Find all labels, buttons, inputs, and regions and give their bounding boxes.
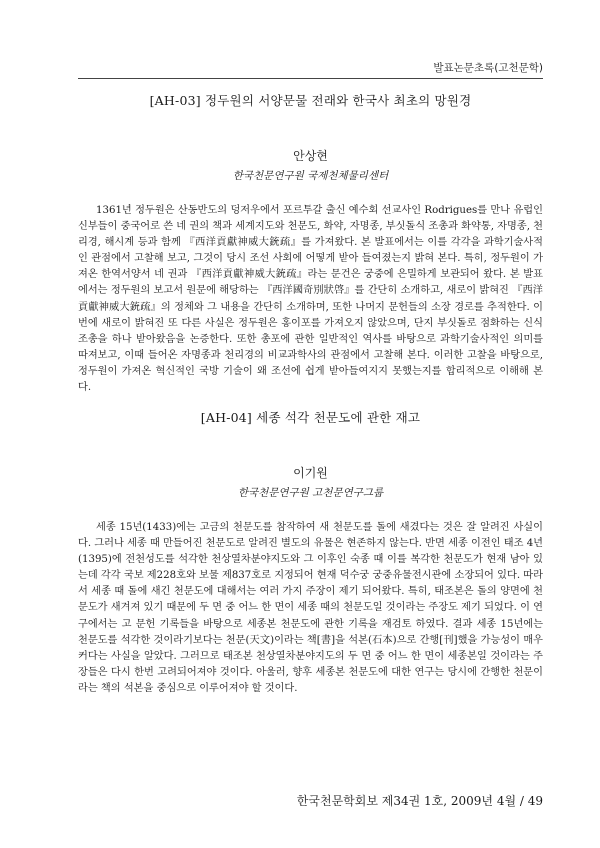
article-abstract: 1361년 정두원은 산동반도의 덩저우에서 포르투갈 출신 예수회 선교사인 Rodrigues를 만나 유럽인 신부들이 중국어로 쓴 네 권의 책과 세계지도와 천문도, 화약, 자명종, 부싯돌식 조총과 화약통, 자명종, 천리경, 해시계 등과 함께 『西洋貢獻神威大銃疏』를 가져왔다. 본 발표에서는 이를 각각을 과학기술사적인 관점에서 고찰해 보고, 그것이 당시 조선 사회에 어떻게 받아 들여졌는지 밝혀 본다. 특히, 정두원이 가져온 한역서양서 네 권과 『西洋貢獻神威大銃疏』라는 문건은 궁중에 은밀하게 보관되어 왔다. 본 발표에서는 정두원의 보고서 원문에 해당하는 『西洋國奇別狀啓』를 간단히 소개하고, 새로이 밝혀진 『西洋貢獻神威大銃疏』의 정체와 그 내용을 간단히 소개하며, 또한 나머지 문헌들의 소장 경로를 추적한다. 이번에 새로이 밝혀진 또 다른 사실은 정두원은 홍이포를 가져오지 않았으며, 단지 부싯돌로 점화하는 신식 조총을 하나 받아왔음을 논증한다. 또한 총포에 관한 일반적인 역사를 바탕으로 과학기술사적인 의미를 따져보고, 이때 들어온 자명종과 천리경의 비교과학사의 관점에서 고찰해 본다. 이러한 고찰을 바탕으로, 정두원이 가져온 혁신적인 국방 기술이 왜 조선에 쉽게 받아들여지지 못했는지를 합리적으로 이해해 본다.	[78, 205, 544, 394]
article-author: 이기원	[293, 466, 328, 480]
article-affiliation: 한국천문연구원 고천문연구그룹	[237, 487, 384, 499]
article-affiliation: 한국천문연구원 국제천체물리센터	[232, 170, 389, 182]
article-author: 안상현	[293, 149, 328, 163]
article-abstract: 세종 15년(1433)에는 고금의 천문도를 참작하여 새 천문도를 돌에 새겼다는 것은 잘 알려진 사실이다. 그러나 세종 때 만들어진 천문도로 알려진 별도의 유물은 현존하지 않는다. 반면 세종 이전인 태조 4년(1395)에 전천성도를 석각한 천상열차분야지도와 그 이후인 숙종 때 이를 복각한 천문도가 현재 남아 있는데 각각 국보 제228호와 보물 제837호로 지정되어 현재 덕수궁 궁중유물전시관에 소장되어 있다. 따라서 세종 때 돌에 새긴 천문도에 대해서는 여러 가지 주장이 제기 되어왔다. 특히, 태조본은 돌의 양면에 천문도가 새겨져 있기 때문에 두 면 중 어느 한 면이 세종 때의 천문도일 것이라는 주장도 제기 되었다. 이 연구에서는 고 문헌 기록들을 바탕으로 세종본 천문도에 관한 기록을 재검토 하였다. 결과 세종 15년에는 천문도를 석각한 것이라기보다는 천문(天文)이라는 책[書]을 석본(石本)으로 간행[刊]했을 가능성이 매우 커다는 사실을 알았다. 그러므로 태조본 천상열차분야지도의 두 면 중 어느 한 면이 세종본일 것이라는 주장들은 다시 한번 고려되어져야 것이다. 아울러, 향후 세종본 천문도에 대한 연구는 당시에 간행한 천문이라는 책의 석본을 중심으로 이루어져야 할 것이다.	[78, 522, 544, 694]
header-divider	[78, 78, 543, 79]
abstract-article-ah04	[78, 408, 543, 697]
article-title: [AH-03] 정두원의 서양문물 전래와 한국사 최초의 망원경	[149, 93, 472, 108]
page-footer-citation: 한국천문학회보 제34권 1호, 2009년 4월 / 49	[296, 794, 543, 808]
article-title: [AH-04] 세종 석각 천문도에 관한 재고	[200, 410, 421, 425]
section-tag: 발표논문초록(고천문학)	[433, 62, 543, 74]
abstract-article-ah03	[78, 91, 543, 396]
